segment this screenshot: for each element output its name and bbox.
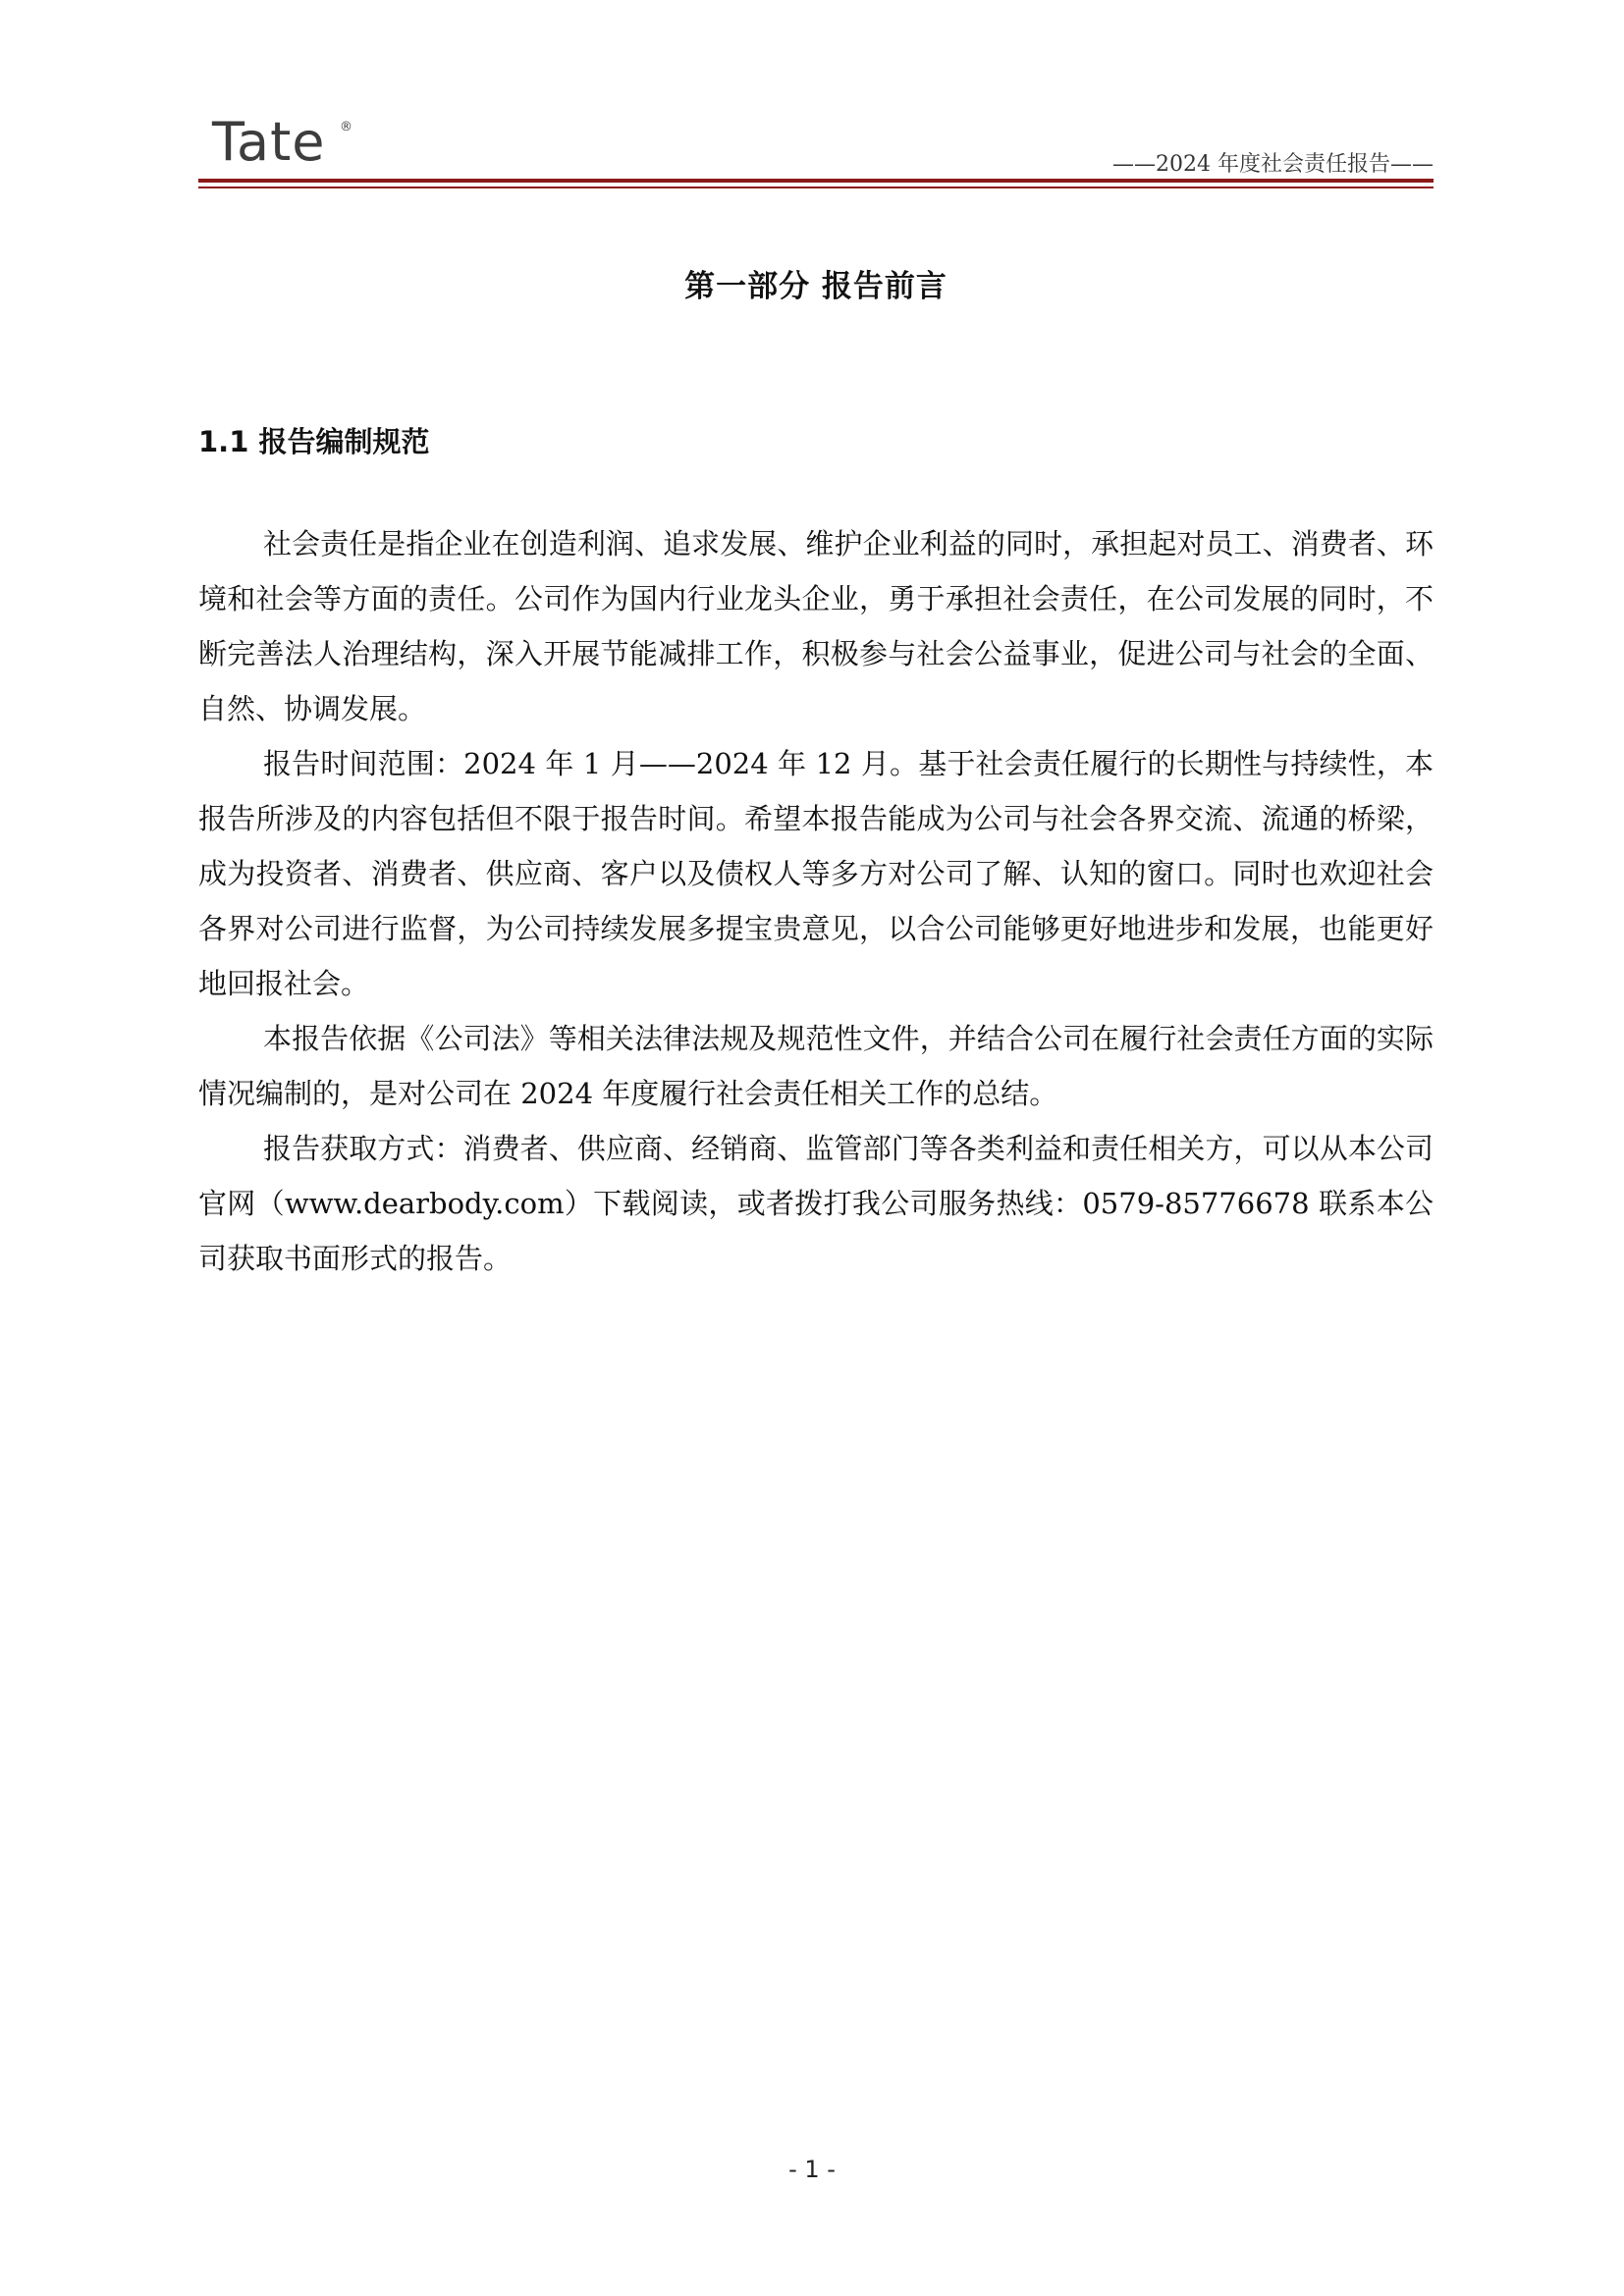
paragraph-report-access: 报告获取方式：消费者、供应商、经销商、监管部门等各类利益和责任相关方，可以从本公司官网（www.dearbody.com）下载阅读，或者拨打我公司服务热线：0579-85776678 联系本公司获取书面形式的报告。 bbox=[198, 1132, 1434, 1275]
section-heading: 1.1 报告编制规范 bbox=[198, 425, 430, 458]
page-header bbox=[198, 108, 1434, 190]
section-body bbox=[198, 516, 1434, 1286]
registered-mark: ® bbox=[340, 120, 352, 134]
page-number: - 1 - bbox=[788, 2156, 836, 2183]
paragraph-report-period: 报告时间范围：2024 年 1 月——2024 年 12 月。基于社会责任履行的长期性与持续性，本报告所涉及的内容包括但不限于报告时间。希望本报告能成为公司与社会各界交流、流通的桥梁，成为投资者、消费者、供应商、客户以及债权人等多方对公司了解、认知的窗口。同时也欢迎社会各界对公司进行监督，为公司持续发展多提宝贵意见，以合公司能够更好地进步和发展，也能更好地回报社会。 bbox=[198, 747, 1434, 1000]
part-title: 第一部分 报告前言 bbox=[684, 269, 947, 304]
paragraph-social-responsibility: 社会责任是指企业在创造利润、追求发展、维护企业利益的同时，承担起对员工、消费者、环境和社会等方面的责任。公司作为国内行业龙头企业，勇于承担社会责任，在公司发展的同时，不断完善法人治理结构，深入开展节能减排工作，积极参与社会公益事业，促进公司与社会的全面、自然、协调发展。 bbox=[198, 527, 1434, 725]
header-rule-thick bbox=[198, 179, 1434, 183]
header-rule-thin bbox=[198, 187, 1434, 188]
paragraph-report-basis: 本报告依据《公司法》等相关法律法规及规范性文件，并结合公司在履行社会责任方面的实际情况编制的，是对公司在 2024 年度履行社会责任相关工作的总结。 bbox=[198, 1022, 1434, 1110]
header-report-title: ——2024 年度社会责任报告—— bbox=[1112, 152, 1434, 177]
tate-logo: Tate bbox=[212, 111, 326, 173]
